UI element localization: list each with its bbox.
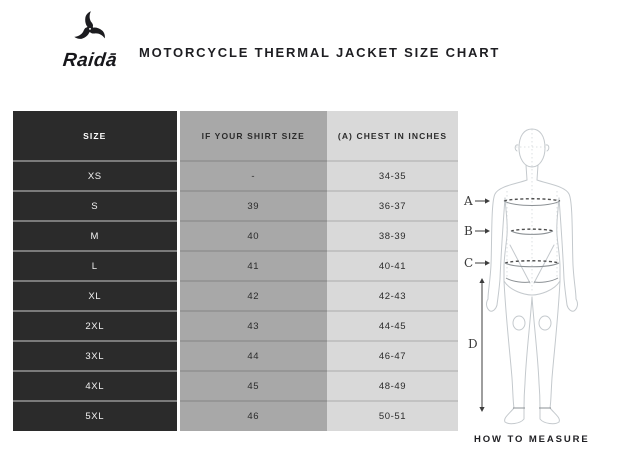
table-row [13, 281, 458, 311]
chest-cell: 50-51 [327, 401, 458, 431]
size-cell: 3XL [13, 341, 178, 371]
measure-label-c: C [464, 256, 474, 270]
table-row [13, 401, 458, 431]
table-row [13, 341, 458, 371]
chest-cell: 42-43 [327, 281, 458, 311]
chest-cell: 40-41 [327, 251, 458, 281]
chest-cell: 46-47 [327, 341, 458, 371]
shirt-cell: 43 [178, 311, 327, 341]
size-cell: L [13, 251, 178, 281]
how-to-measure-caption: HOW TO MEASURE [474, 434, 590, 445]
raida-pinwheel-logo-icon [69, 5, 111, 51]
measure-label-a: A [464, 194, 473, 208]
size-chart-table [13, 111, 458, 431]
header-cell-shirt: IF YOUR SHIRT SIZE [178, 111, 327, 161]
shirt-cell: 41 [178, 251, 327, 281]
page-title: MOTORCYCLE THERMAL JACKET SIZE CHART [139, 45, 501, 60]
table-row [13, 251, 458, 281]
size-cell: 5XL [13, 401, 178, 431]
chest-cell: 48-49 [327, 371, 458, 401]
size-cell: M [13, 221, 178, 251]
size-cell: XL [13, 281, 178, 311]
measure-label-b: B [464, 224, 473, 238]
table-row [13, 311, 458, 341]
size-cell: 4XL [13, 371, 178, 401]
shirt-cell: 42 [178, 281, 327, 311]
table-row [13, 371, 458, 401]
shirt-cell: 40 [178, 221, 327, 251]
brand-name: Raidā [61, 50, 119, 71]
shirt-cell: - [178, 161, 327, 191]
size-cell: S [13, 191, 178, 221]
measure-diagram [450, 95, 630, 435]
header-cell-chest: (A) CHEST IN INCHES [327, 111, 458, 161]
header-cell-size: SIZE [13, 111, 178, 161]
size-cell: XS [13, 161, 178, 191]
table-row [13, 221, 458, 251]
chest-cell: 38-39 [327, 221, 458, 251]
chest-cell: 36-37 [327, 191, 458, 221]
chest-cell: 44-45 [327, 311, 458, 341]
measure-label-d: D [468, 337, 478, 351]
body-measurement-diagram-icon [450, 95, 630, 435]
shirt-cell: 44 [178, 341, 327, 371]
table-row [13, 191, 458, 221]
chest-cell: 34-35 [327, 161, 458, 191]
table-header-row [13, 111, 458, 161]
shirt-cell: 45 [178, 371, 327, 401]
shirt-cell: 46 [178, 401, 327, 431]
shirt-cell: 39 [178, 191, 327, 221]
brand-logo [54, 5, 126, 72]
size-cell: 2XL [13, 311, 178, 341]
table-row [13, 161, 458, 191]
